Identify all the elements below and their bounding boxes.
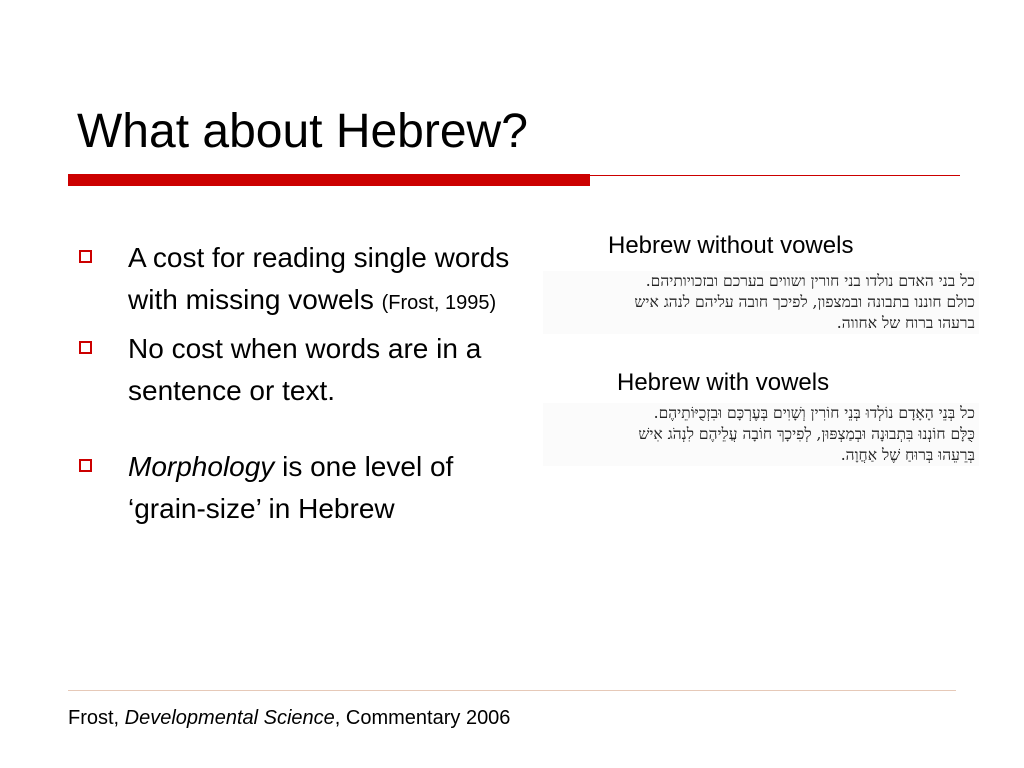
bullet-item [74,328,514,412]
bullet-citation: (Frost, 1995) [381,292,497,314]
bullet-list [74,237,514,530]
bullet-text: A cost for reading single words with missing vowels [128,242,510,315]
title-underline-thin [590,175,960,176]
square-bullet-icon [79,250,92,263]
hebrew-line: כֻּלָּם חוֹנְנוּ בִּתְבוּנָה וּבְמַצְפּוּן, לְפִיכָךְ חוֹבָה עֲלֵיהֶם לִנְהֹג אִישׁ [638,425,975,443]
square-bullet-icon [79,459,92,472]
bullet-item [74,237,514,324]
footer-details: , Commentary 2006 [334,707,511,729]
hebrew-line: כולם חוננו בתבונה ובמצפון, לפיכך חובה עליהם לנהג איש [634,293,975,311]
bullet-text: No cost when words are in a sentence or text. [128,333,482,406]
hebrew-line: ברעהו ברוח של אחווה. [836,314,975,332]
bullet-emphasis: Morphology [128,451,275,482]
footer-journal: Developmental Science [124,707,335,729]
slide-title: What about Hebrew? [77,105,528,158]
hebrew-with-vowels-text [543,403,979,466]
hebrew-without-vowels-label: Hebrew without vowels [608,232,854,259]
footer-citation [68,706,510,730]
footer-author: Frost, [68,707,125,729]
title-underline-thick [68,174,590,186]
hebrew-line: כל בְּנֵי הָאָדָם נוֹלְדוּ בְּנֵי חוֹרִין וְשָׁוִים בְּעֶרְכָּם וּבִזְכֻיּוֹתֵיהֶם. [653,404,975,422]
hebrew-line: בְּרֵעֵהוּ בְּרוּחַ שֶׁל אַחֲוָה. [840,446,975,464]
hebrew-line: כל בני האדם נולדו בני חורין ושווים בערכם ובזכויותיהם. [645,272,975,290]
footer-divider [68,690,956,691]
hebrew-without-vowels-text [543,271,979,334]
bullet-text: is one level of ‘grain-size’ in Hebrew [128,451,454,524]
bullet-item [74,446,514,530]
square-bullet-icon [79,341,92,354]
hebrew-with-vowels-label: Hebrew with vowels [617,369,830,396]
